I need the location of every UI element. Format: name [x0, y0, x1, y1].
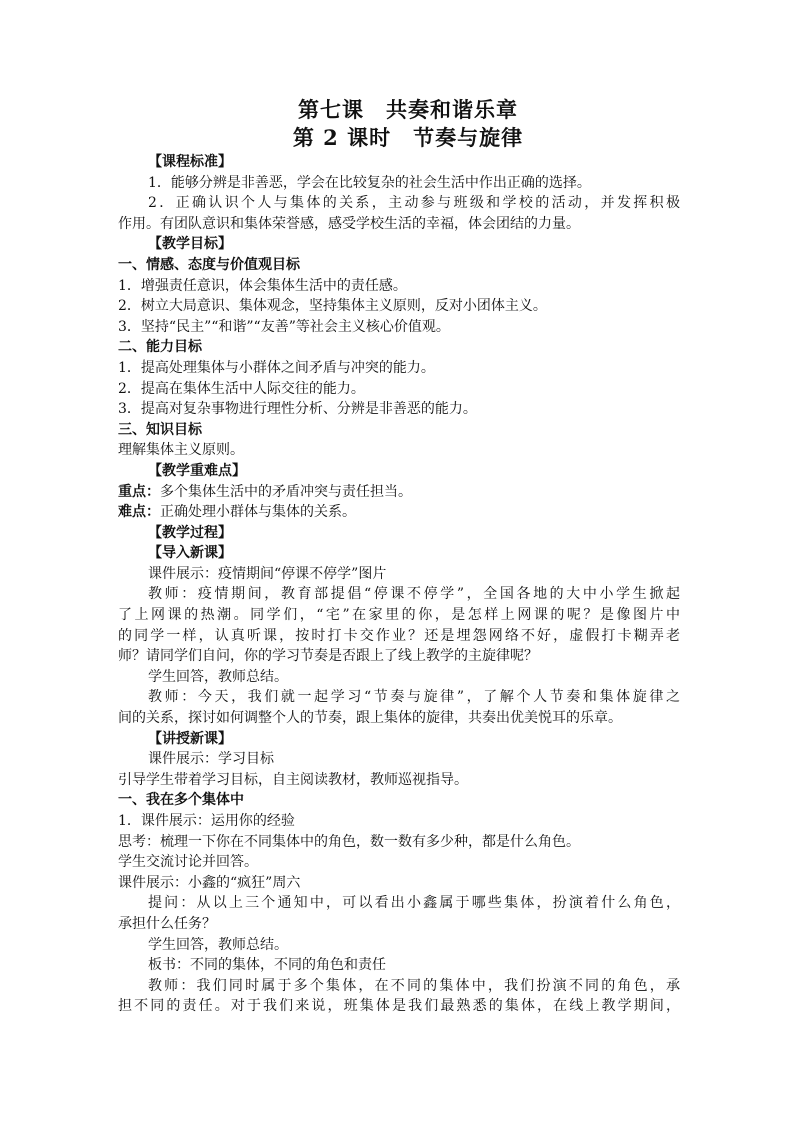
text-line: 教师：疫情期间，教育部提倡“停课不停学”，全国各地的大中小学生掀起 [148, 586, 680, 603]
text-line: 2．树立大局意识、集体观念，坚持集体主义原则，反对小团体主义。 [118, 298, 547, 315]
text-line: 课件展示：疫情期间“停课不停学”图片 [148, 565, 387, 582]
text-line: 思考：梳理一下你在不同集体中的角色，数一数有多少种，都是什么角色。 [118, 833, 580, 850]
key-text: 正确处理小群体与集体的关系。 [160, 504, 356, 521]
text-line: 教师：今天，我们就一起学习“节奏与旋律”，了解个人节奏和集体旋律之 [148, 689, 680, 706]
text-line: 3．坚持“民主”“和谐”“友善”等社会主义核心价值观。 [118, 318, 450, 335]
text-line: 承担什么任务？ [118, 915, 216, 932]
key-text: 多个集体生活中的矛盾冲突与责任担当。 [160, 483, 412, 500]
text-line: 了上网课的热潮。同学们，“宅”在家里的你，是怎样上网课的呢？是像图片中 [118, 607, 680, 624]
text-line: 一、我在多个集体中 [118, 792, 244, 809]
text-line: 三、知识目标 [118, 421, 202, 438]
text-line: 课件展示：小鑫的“疯狂”周六 [118, 874, 301, 891]
text-line: 1．增强责任意识，体会集体生活中的责任感。 [118, 277, 407, 294]
lesson-subtitle: 第 2 课时 节奏与旋律 [292, 125, 524, 150]
text-line: 一、情感、态度与价值观目标 [118, 256, 300, 273]
section-heading: 【教学重难点】 [148, 462, 246, 479]
text-line: 课件展示：学习目标 [148, 751, 274, 768]
text-line: 的同学一样，认真听课，按时打卡交作业？还是埋怨网络不好，虚假打卡糊弄老 [118, 627, 680, 644]
text-line: 师？请同学们自问，你的学习节奏是否跟上了线上教学的主旋律呢？ [118, 648, 538, 665]
section-heading: 【讲授新课】 [148, 730, 232, 747]
text-line: 提问：从以上三个通知中，可以看出小鑫属于哪些集体，扮演着什么角色， [148, 895, 680, 912]
key-label: 难点： [118, 504, 160, 521]
text-line [118, 502, 680, 523]
text-line: 担不同的责任。对于我们来说，班集体是我们最熟悉的集体，在线上教学期间， [118, 998, 680, 1015]
text-line: 1．课件展示：运用你的经验 [118, 813, 295, 829]
section-heading: 【教学目标】 [148, 236, 232, 253]
text-line: 3．提高对复杂事物进行理性分析、分辨是非善恶的能力。 [118, 401, 477, 418]
text-line: 1．提高处理集体与小群体之间矛盾与冲突的能力。 [118, 359, 435, 376]
key-label: 重点： [118, 483, 160, 500]
text-line: 板书：不同的集体，不同的角色和责任 [148, 957, 386, 974]
body-text [118, 152, 680, 1017]
text-line: 引导学生带着学习目标，自主阅读教材，教师巡视指导。 [118, 771, 468, 788]
text-line: 1．能够分辨是非善恶，学会在比较复杂的社会生活中作出正确的选择。 [148, 174, 591, 191]
text-line: 学生回答，教师总结。 [148, 668, 288, 685]
text-line [118, 482, 680, 503]
lesson-title: 第七课 共奏和谐乐章 [298, 97, 518, 122]
text-line: 间的关系，探讨如何调整个人的节奏，跟上集体的旋律，共奏出优美悦耳的乐章。 [118, 710, 622, 727]
section-heading: 【教学过程】 [148, 524, 232, 541]
text-line: 教师：我们同时属于多个集体，在不同的集体中，我们扮演不同的角色，承 [148, 977, 680, 994]
document-body [118, 96, 680, 1017]
text-line: 2．正确认识个人与集体的关系，主动参与班级和学校的活动，并发挥积极 [148, 195, 680, 212]
text-line: 作用。有团队意识和集体荣誉感，感受学校生活的幸福，体会团结的力量。 [118, 215, 580, 232]
text-line: 二、能力目标 [118, 339, 202, 356]
text-line: 学生交流讨论并回答。 [118, 854, 258, 871]
text-line: 2．提高在集体生活中人际交往的能力。 [118, 380, 365, 397]
section-heading: 【课程标准】 [148, 154, 232, 170]
text-line: 理解集体主义原则。 [118, 442, 244, 459]
section-heading: 【导入新课】 [148, 545, 232, 562]
text-line: 学生回答，教师总结。 [148, 936, 288, 953]
